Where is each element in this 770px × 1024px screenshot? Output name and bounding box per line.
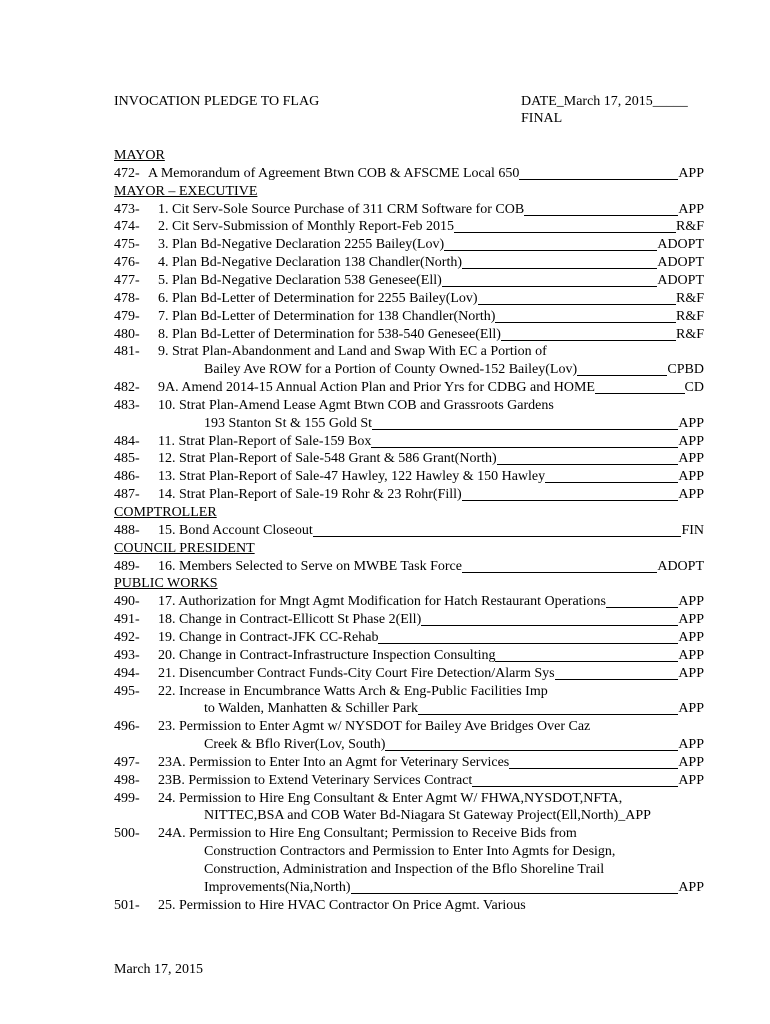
agenda-line	[114, 201, 704, 219]
item-number: 482-	[114, 380, 140, 396]
leader-line	[595, 379, 685, 394]
item-action: APP	[678, 201, 704, 217]
item-text: 18. Change in Contract-Ellicott St Phase 2(Ell)	[158, 612, 422, 628]
item-number: 483-	[114, 397, 140, 413]
item-number: 490-	[114, 594, 140, 610]
agenda-line	[114, 415, 704, 433]
item-text: 13. Strat Plan-Report of Sale-47 Hawley, 122 Hawley & 150 Hawley	[158, 469, 546, 485]
item-text: Improvements(Nia,North)	[204, 879, 351, 895]
item-text: 10. Strat Plan-Amend Lease Agmt Btwn COB and Grassroots Gardens	[158, 397, 554, 413]
item-row	[158, 254, 704, 272]
item-row	[204, 736, 704, 754]
item-action: CD	[684, 380, 704, 396]
leader-line	[545, 468, 678, 483]
leader-line	[577, 361, 667, 376]
agenda-line	[114, 700, 704, 718]
item-action: APP	[678, 754, 704, 770]
agenda-line	[114, 558, 704, 576]
agenda-line	[114, 843, 704, 861]
item-action: APP	[678, 772, 704, 788]
header-title: INVOCATION PLEDGE TO FLAG	[114, 94, 320, 109]
item-number: 491-	[114, 612, 140, 628]
item-row	[158, 468, 704, 486]
agenda-line	[114, 629, 704, 647]
item-row	[204, 700, 704, 718]
item-number: 485-	[114, 451, 140, 467]
section-title: COUNCIL PRESIDENT	[114, 540, 255, 556]
item-number: 499-	[114, 790, 140, 806]
item-text: 9A. Amend 2014-15 Annual Action Plan and Prior Yrs for CDBG and HOME	[158, 380, 595, 396]
agenda-line	[114, 611, 704, 629]
item-number: 486-	[114, 469, 140, 485]
item-row	[158, 629, 704, 647]
item-row	[158, 486, 704, 504]
item-text: 15. Bond Account Closeout	[158, 522, 313, 538]
item-action: R&F	[675, 308, 704, 324]
item-number: 473-	[114, 201, 140, 217]
item-number: 498-	[114, 772, 140, 788]
item-row	[158, 218, 704, 236]
item-row	[158, 647, 704, 665]
item-number: 475-	[114, 237, 140, 253]
item-row	[158, 522, 704, 540]
item-action: APP	[678, 487, 704, 503]
agenda-line	[114, 647, 704, 665]
item-text: 12. Strat Plan-Report of Sale-548 Grant & 586 Grant(North)	[158, 451, 497, 467]
agenda-line	[114, 665, 704, 683]
agenda-line	[114, 807, 704, 825]
leader-line	[313, 522, 682, 537]
item-text: 23. Permission to Enter Agmt w/ NYSDOT for Bailey Ave Bridges Over Caz	[158, 719, 591, 735]
agenda-line	[114, 218, 704, 236]
item-text: Construction, Administration and Inspection of the Bflo Shoreline Trail	[204, 862, 605, 877]
leader-line	[472, 772, 678, 787]
agenda-line	[114, 879, 704, 897]
item-number: 487-	[114, 487, 140, 503]
leader-line	[509, 754, 678, 769]
section-heading	[114, 183, 704, 201]
leader-line	[418, 700, 678, 715]
agenda-line	[114, 718, 704, 736]
item-text: 9. Strat Plan-Abandonment and Land and Swap With EC a Portion of	[158, 344, 547, 360]
item-text: 2. Cit Serv-Submission of Monthly Report-Feb 2015	[158, 219, 454, 235]
item-text: 4. Plan Bd-Negative Declaration 138 Chandler(North)	[158, 255, 463, 271]
item-text: 11. Strat Plan-Report of Sale-159 Box	[158, 433, 372, 449]
item-row	[158, 236, 704, 254]
leader-line	[462, 486, 679, 501]
agenda-line	[114, 772, 704, 790]
item-number: 480-	[114, 326, 140, 342]
section-heading	[114, 504, 704, 522]
section-title: MAYOR – EXECUTIVE	[114, 183, 258, 199]
item-text: 24. Permission to Hire Eng Consultant & Enter Agmt W/ FHWA,NYSDOT,NFTA,	[158, 790, 623, 806]
item-number: 501-	[114, 897, 140, 913]
item-number: 478-	[114, 290, 140, 306]
item-number: 494-	[114, 665, 140, 681]
leader-line	[495, 308, 676, 323]
item-number: 476-	[114, 255, 140, 271]
agenda-line	[114, 361, 704, 379]
agenda-line	[114, 326, 704, 344]
item-text: 3. Plan Bd-Negative Declaration 2255 Bailey(Lov)	[158, 237, 445, 253]
item-row	[158, 308, 704, 326]
agenda-line	[114, 236, 704, 254]
item-number: 484-	[114, 433, 140, 449]
agenda-line	[114, 379, 704, 397]
item-text: 14. Strat Plan-Report of Sale-19 Rohr & 23 Rohr(Fill)	[158, 487, 462, 503]
agenda-line	[114, 825, 704, 843]
leader-line	[372, 415, 678, 430]
item-action: ADOPT	[657, 255, 704, 271]
item-number: 496-	[114, 719, 140, 735]
item-action: APP	[678, 647, 704, 663]
item-text: Construction Contractors and Permission to Enter Into Agmts for Design,	[204, 844, 616, 860]
section-title: COMPTROLLER	[114, 505, 217, 520]
leader-line	[378, 629, 678, 644]
leader-line	[478, 290, 676, 305]
item-text: A Memorandum of Agreement Btwn COB & AFSCME Local 650	[148, 165, 520, 181]
item-row	[158, 201, 704, 219]
item-text: 24A. Permission to Hire Eng Consultant; Permission to Receive Bids from	[158, 826, 577, 842]
item-number: 495-	[114, 683, 140, 699]
item-row	[158, 665, 704, 683]
agenda-line	[114, 165, 704, 183]
item-row	[158, 433, 704, 451]
section-heading	[114, 147, 704, 165]
item-number: 477-	[114, 272, 140, 288]
item-action: ADOPT	[657, 237, 704, 253]
agenda-line	[114, 343, 704, 361]
item-row	[158, 611, 704, 629]
agenda-line	[114, 468, 704, 486]
item-row	[158, 450, 704, 468]
leader-line	[497, 450, 679, 465]
item-text: 21. Disencumber Contract Funds-City Court Fire Detection/Alarm Sys	[158, 665, 555, 681]
agenda-line	[114, 290, 704, 308]
item-text: to Walden, Manhatten & Schiller Park	[204, 701, 419, 717]
item-number: 493-	[114, 647, 140, 663]
item-text: 23A. Permission to Enter Into an Agmt for Veterinary Services	[158, 754, 510, 770]
item-action: APP	[678, 469, 704, 485]
item-row	[158, 772, 704, 790]
item-text: Creek & Bflo River(Lov, South)	[204, 737, 386, 753]
leader-line	[555, 665, 679, 680]
leader-line	[519, 165, 678, 180]
item-number: 474-	[114, 219, 140, 235]
item-action: R&F	[675, 326, 704, 342]
item-row	[158, 272, 704, 290]
leader-line	[606, 593, 678, 608]
item-row	[148, 165, 704, 183]
item-text: 22. Increase in Encumbrance Watts Arch & Eng-Public Facilities Imp	[158, 683, 548, 699]
item-number: 479-	[114, 308, 140, 324]
item-action: APP	[678, 451, 704, 467]
item-text: Bailey Ave ROW for a Portion of County Owned-152 Bailey(Lov)	[204, 362, 578, 378]
agenda-line	[114, 593, 704, 611]
item-text: 5. Plan Bd-Negative Declaration 538 Genesee(Ell)	[158, 272, 442, 288]
leader-line	[385, 736, 678, 751]
item-action: APP	[678, 612, 704, 628]
item-number: 481-	[114, 344, 140, 360]
leader-line	[454, 218, 676, 233]
item-row	[204, 361, 704, 379]
item-action: APP	[678, 165, 704, 181]
agenda-line	[114, 736, 704, 754]
item-text: NITTEC,BSA and COB Water Bd-Niagara St Gateway Project(Ell,North)_APP	[204, 808, 651, 824]
item-text: 19. Change in Contract-JFK CC-Rehab	[158, 629, 379, 645]
item-text: 20. Change in Contract-Infrastructure Inspection Consulting	[158, 647, 496, 663]
section-heading	[114, 575, 704, 593]
item-text: 8. Plan Bd-Letter of Determination for 538-540 Genesee(Ell)	[158, 326, 501, 342]
agenda-line	[114, 861, 704, 879]
agenda-line	[114, 272, 704, 290]
leader-line	[444, 236, 657, 251]
item-text: 6. Plan Bd-Letter of Determination for 2255 Bailey(Lov)	[158, 290, 478, 306]
item-text: 17. Authorization for Mngt Agmt Modification for Hatch Restaurant Operations	[158, 594, 606, 610]
leader-line	[501, 326, 676, 341]
agenda-line	[114, 397, 704, 415]
item-number: 497-	[114, 754, 140, 770]
agenda-line	[114, 433, 704, 451]
item-row	[204, 415, 704, 433]
item-action: R&F	[675, 219, 704, 235]
agenda-line	[114, 254, 704, 272]
item-action: FIN	[681, 522, 704, 538]
item-text: 25. Permission to Hire HVAC Contractor On Price Agmt. Various	[158, 897, 526, 913]
leader-line	[442, 272, 658, 287]
item-action: APP	[678, 879, 704, 895]
item-action: R&F	[675, 290, 704, 306]
item-row	[158, 593, 704, 611]
item-number: 492-	[114, 629, 140, 645]
item-number: 489-	[114, 558, 140, 574]
item-action: APP	[678, 737, 704, 753]
header-date: DATE_March 17, 2015_____	[521, 94, 688, 109]
item-row	[158, 754, 704, 772]
item-action: APP	[678, 594, 704, 610]
item-action: APP	[678, 701, 704, 717]
section-title: MAYOR	[114, 148, 165, 163]
item-text: 16. Members Selected to Serve on MWBE Task Force	[158, 558, 462, 574]
leader-line	[462, 254, 657, 269]
header-final: FINAL	[521, 111, 563, 126]
item-number: 500-	[114, 826, 140, 842]
leader-line	[495, 647, 678, 662]
item-action: ADOPT	[657, 272, 704, 288]
item-row	[158, 290, 704, 308]
agenda-line	[114, 790, 704, 808]
item-action: CPBD	[667, 362, 704, 378]
item-row	[204, 879, 704, 897]
agenda-line	[114, 754, 704, 772]
leader-line	[524, 201, 678, 216]
item-number: 488-	[114, 522, 140, 538]
item-text: 7. Plan Bd-Letter of Determination for 138 Chandler(North)	[158, 308, 496, 324]
item-row	[158, 379, 704, 397]
footer-date: March 17, 2015	[114, 962, 204, 977]
leader-line	[371, 433, 678, 448]
leader-line	[351, 879, 679, 894]
item-row	[158, 326, 704, 344]
item-action: APP	[678, 433, 704, 449]
agenda-line	[114, 486, 704, 504]
item-action: APP	[678, 415, 704, 431]
agenda-line	[114, 308, 704, 326]
leader-line	[421, 611, 678, 626]
item-row	[158, 558, 704, 576]
item-action: APP	[678, 665, 704, 681]
item-action: APP	[678, 629, 704, 645]
agenda-line	[114, 897, 704, 915]
item-action: ADOPT	[657, 558, 704, 574]
item-number: 472-	[114, 165, 140, 181]
section-title: PUBLIC WORKS	[114, 576, 218, 592]
agenda-line	[114, 683, 704, 701]
item-text: 23B. Permission to Extend Veterinary Services Contract	[158, 772, 473, 788]
agenda-line	[114, 450, 704, 468]
item-text: 1. Cit Serv-Sole Source Purchase of 311 CRM Software for COB	[158, 201, 525, 217]
agenda-line	[114, 522, 704, 540]
leader-line	[462, 558, 657, 573]
item-text: 193 Stanton St & 155 Gold St	[204, 415, 373, 431]
section-heading	[114, 540, 704, 558]
